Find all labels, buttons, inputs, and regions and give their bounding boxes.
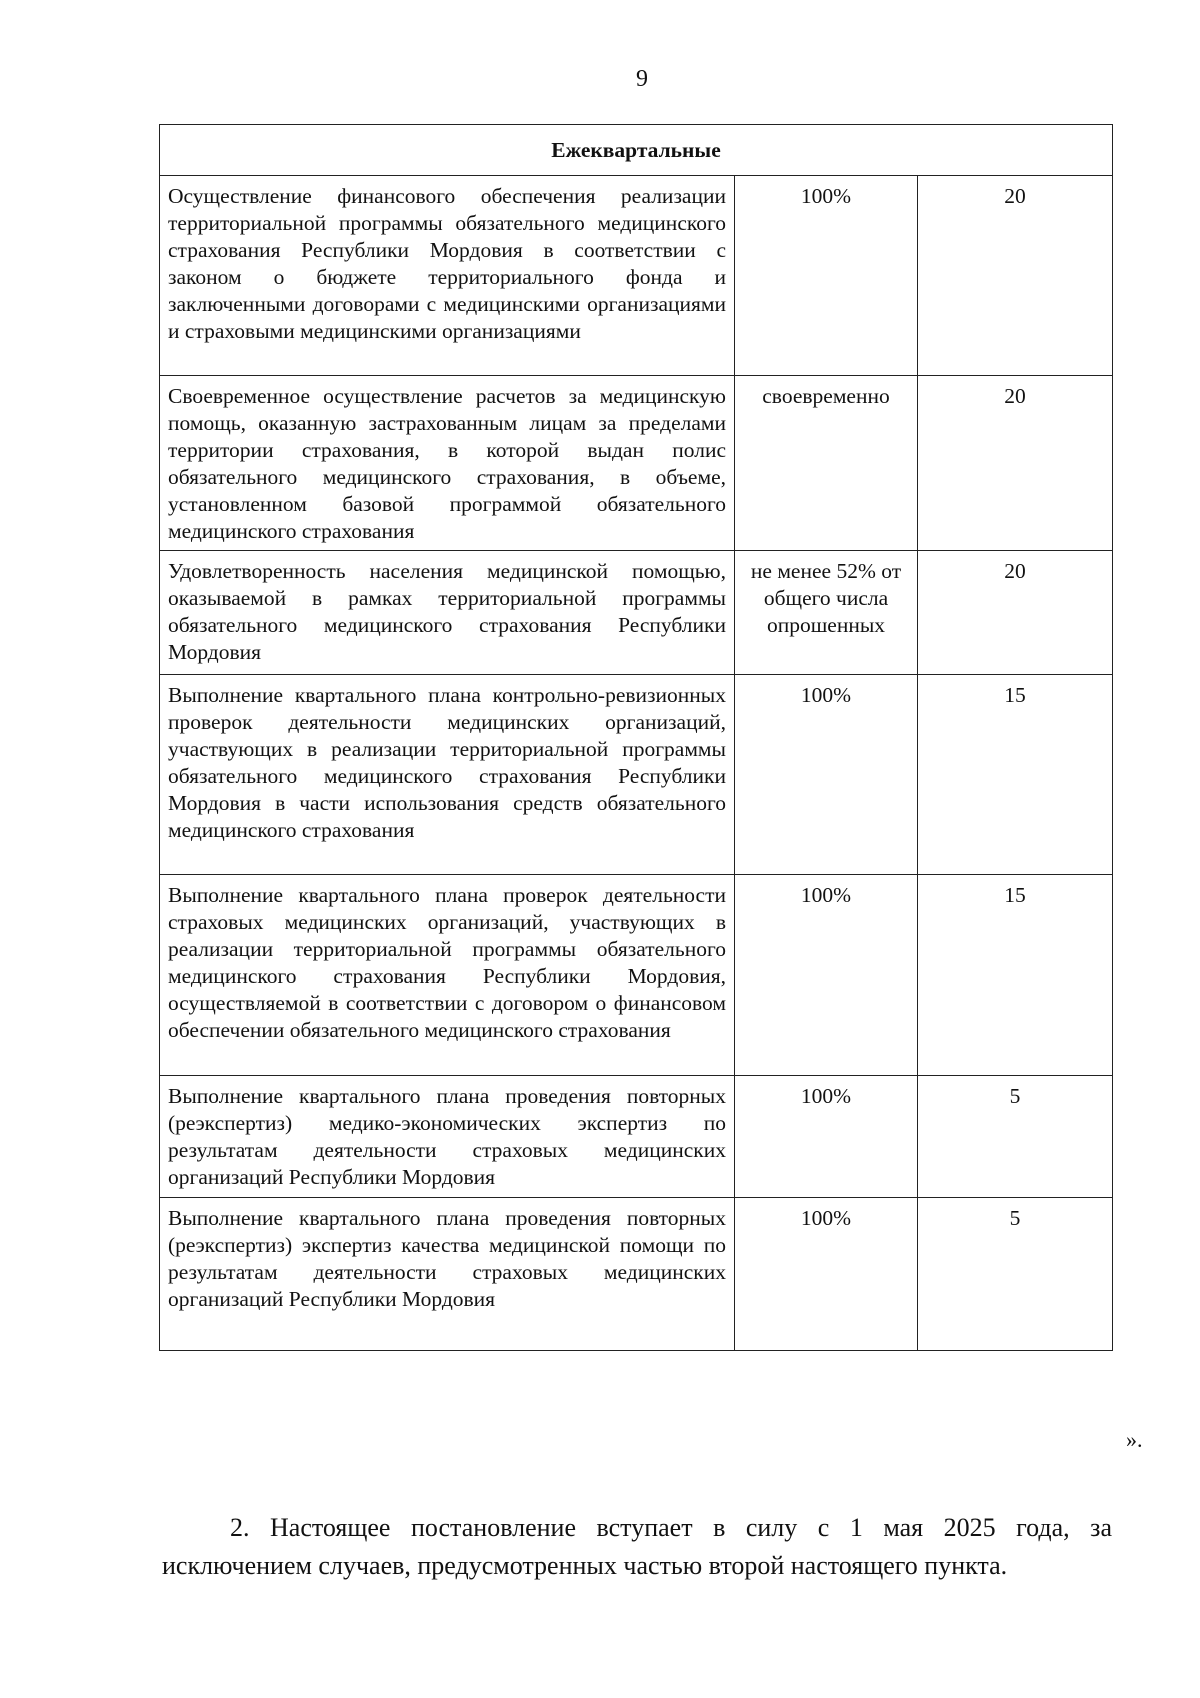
indicator-points: 15 — [918, 675, 1113, 875]
indicator-description: Выполнение квартального плана проведения повторных (реэкспертиз) экспертиз качества медицинской помощи по результатам деятельности страховых медицинских организаций Республики Мордовия — [160, 1198, 735, 1351]
indicator-points: 20 — [918, 376, 1113, 551]
indicator-description: Выполнение квартального плана проверок деятельности страховых медицинских организаций, участвующих в реализации территориальной программы обязательного медицинского страхования Республики Мордовия, осуществляемой в соответствии с договором о финансовом обеспечении обязательного медицинского страхования — [160, 875, 735, 1076]
indicator-description: Осуществление финансового обеспечения реализации территориальной программы обязательного медицинского страхования Республики Мордовия в соответствии с законом о бюджете территориального фонда и заключенными договорами с медицинскими организациями и страховыми медицинскими организациями — [160, 176, 735, 376]
indicators-table — [159, 124, 1113, 1351]
table-row — [160, 1198, 1113, 1351]
indicator-points: 15 — [918, 875, 1113, 1076]
indicator-points: 20 — [918, 551, 1113, 675]
table-row — [160, 675, 1113, 875]
indicator-description: Своевременное осуществление расчетов за медицинскую помощь, оказанную застрахованным лицам за пределами территории страхования, в которой выдан полис обязательного медицинского страхования, в объеме, установленном базовой программой обязательного медицинского страхования — [160, 376, 735, 551]
closing-paragraph: 2. Настоящее постановление вступает в силу с 1 мая 2025 года, за исключением случаев, предусмотренных частью второй настоящего пункта. — [162, 1513, 1112, 1580]
table-row — [160, 376, 1113, 551]
indicator-description: Выполнение квартального плана проведения повторных (реэкспертиз) медико-экономических экспертиз по результатам деятельности страховых медицинских организаций Республики Мордовия — [160, 1076, 735, 1198]
indicator-target: 100% — [735, 675, 918, 875]
indicator-target: не менее 52% от общего числа опрошенных — [735, 551, 918, 675]
indicator-target: 100% — [735, 875, 918, 1076]
indicator-description: Выполнение квартального плана контрольно-ревизионных проверок деятельности медицинских организаций, участвующих в реализации территориальной программы обязательного медицинского страхования Республики Мордовия в части использования средств обязательного медицинского страхования — [160, 675, 735, 875]
page-number: 9 — [636, 66, 648, 92]
table-row — [160, 875, 1113, 1076]
indicator-points: 20 — [918, 176, 1113, 376]
table-row — [160, 1076, 1113, 1198]
table-row — [160, 551, 1113, 675]
section-heading: Ежеквартальные — [160, 125, 1113, 176]
indicator-target: 100% — [735, 1198, 918, 1351]
indicator-points: 5 — [918, 1198, 1113, 1351]
indicator-description: Удовлетворенность населения медицинской помощью, оказываемой в рамках территориальной программы обязательного медицинского страхования Республики Мордовия — [160, 551, 735, 675]
indicator-target: своевременно — [735, 376, 918, 551]
table-section-row — [160, 125, 1113, 176]
indicator-points: 5 — [918, 1076, 1113, 1198]
closing-quote: ». — [1126, 1427, 1143, 1452]
indicator-target: 100% — [735, 176, 918, 376]
indicator-target: 100% — [735, 1076, 918, 1198]
table-row — [160, 176, 1113, 376]
